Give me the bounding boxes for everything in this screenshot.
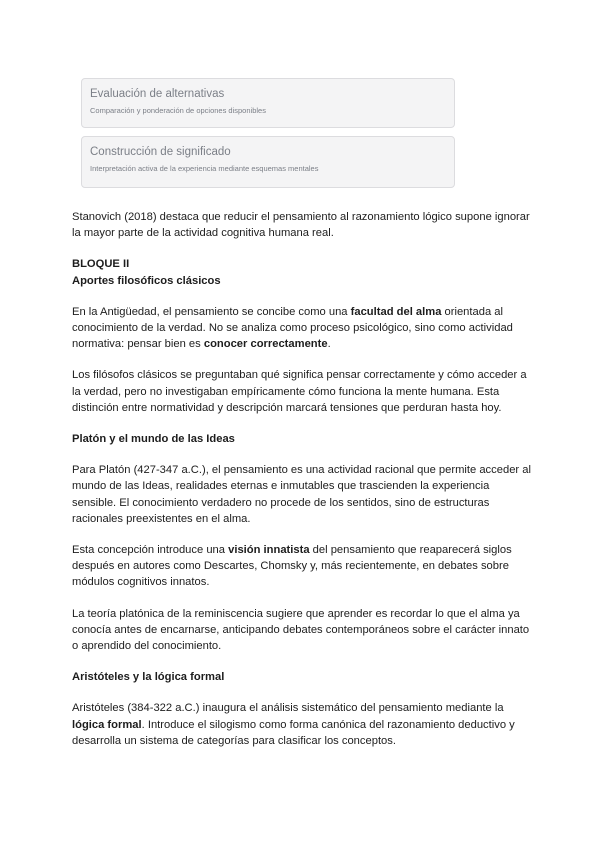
section-title: Aportes filosóficos clásicos	[72, 274, 221, 287]
text-run: del pensamiento que reaparecerá siglos después en autores como Descartes, Chomsky y, más recientemente, en debates sobre módulos cognitivos innatos.	[72, 544, 512, 589]
paragraph-reminiscencia: La teoría platónica de la reminiscencia sugiere que aprender es recordar lo que el alma ya conocía antes de encarnarse, anticipando debates contemporáneos sobre el carácter innato o aprendido del conocimiento.	[72, 607, 530, 653]
block-label: BLOQUE II	[72, 258, 130, 271]
card-title: Evaluación de alternativas	[90, 88, 225, 100]
intro-paragraph: Stanovich (2018) destaca que reducir el pensamiento al razonamiento lógico supone ignorar la mayor parte de la actividad cognitiva humana real.	[72, 211, 530, 240]
bold-term: facultad del alma	[350, 305, 442, 318]
text-run: En la Antigüedad, el pensamiento se concibe como una	[72, 305, 351, 318]
paragraph-antiguedad	[72, 304, 532, 353]
card-evaluacion	[81, 78, 455, 128]
document-body	[72, 209, 532, 749]
card-construccion	[81, 136, 455, 188]
paragraph-aristoteles	[72, 700, 532, 749]
paragraph-filosofos: Los filósofos clásicos se preguntaban qué significa pensar correctamente y cómo acceder a la verdad, pero no investigaban empíricamente cómo funciona la mente humana. Esta distinción entre normatividad y descripción marcará tensiones que perduran hasta hoy.	[72, 369, 527, 414]
text-run: Esta concepción introduce una	[72, 544, 229, 557]
text-run: Aristóteles (384-322 a.C.) inaugura el análisis sistemático del pensamiento mediante la	[72, 702, 504, 715]
bold-term: lógica formal	[72, 718, 142, 731]
bold-term: conocer correctamente	[203, 338, 328, 351]
text-run: .	[327, 338, 331, 351]
heading-platon: Platón y el mundo de las Ideas	[72, 433, 235, 446]
text-run: orientada al conocimiento de la verdad. No se analiza como proceso psicológico, sino como actividad normativa: pensar bien es	[72, 305, 513, 351]
heading-aristoteles: Aristóteles y la lógica formal	[72, 671, 225, 684]
card-description: Comparación y ponderación de opciones disponibles	[90, 106, 266, 115]
bold-term: visión innatista	[228, 544, 310, 557]
paragraph-innatista	[72, 542, 532, 591]
card-title: Construcción de significado	[90, 146, 231, 158]
card-description: Interpretación activa de la experiencia mediante esquemas mentales	[90, 164, 319, 173]
paragraph-platon: Para Platón (427-347 a.C.), el pensamiento es una actividad racional que permite acceder al mundo de las Ideas, realidades eternas e inmutables que trascienden la experiencia sensible. El conocimiento verdadero no procede de los sentidos, sino de estructuras racionales preexistentes en el alma.	[72, 464, 531, 525]
text-run: . Introduce el silogismo como forma canónica del razonamiento deductivo y desarrolla un sistema de categorías para clasificar los conceptos.	[72, 718, 515, 747]
